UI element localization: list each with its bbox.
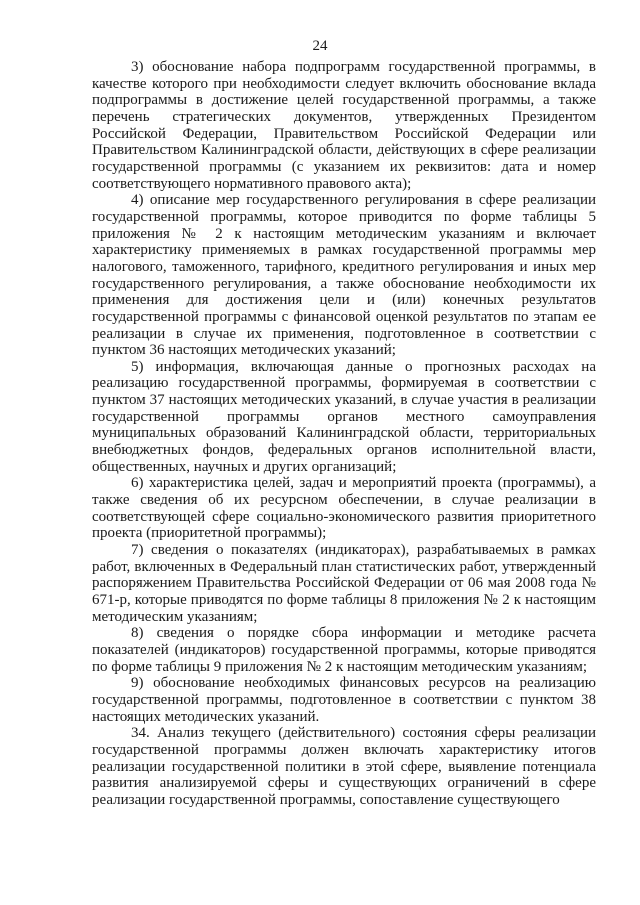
paragraph-item-6: 6) характеристика целей, задач и мероприятий проекта (программы), а также сведения об их ресурсном обеспечении, в случае реализации в соответствующей сфере социально-экономического развития приоритетного проекта (приоритетной программы); bbox=[92, 475, 596, 542]
paragraph-item-3: 3) обоснование набора подпрограмм государственной программы, в качестве которого при необходимости следует включить обоснование вклада подпрограммы в достижение целей государственной программы, а также перечень стратегических документов, утвержденных Президентом Российской Федерации, Правительством Российской Федерации или Правительством Калининградской области, действующих в сфере реализации государственной программы (с указанием их реквизитов: дата и номер соответствующего нормативного правового акта); bbox=[92, 59, 596, 192]
paragraph-section-34: 34. Анализ текущего (действительного) состояния сферы реализации государственной программы должен включать характеристику итогов реализации государственной политики в этой сфере, выявление потенциала развития анализируемой сферы и существующих ограничений в сфере реализации государственной программы, сопоставление существующего bbox=[92, 725, 596, 808]
paragraph-item-5: 5) информация, включающая данные о прогнозных расходах на реализацию государственной программы, формируемая в соответствии с пунктом 37 настоящих методических указаний, в случае участия в реализации государственной программы органов местного самоуправления муниципальных образований Калининградской области, территориальных внебюджетных фондов, федеральных органов исполнительной власти, общественных, научных и других организаций; bbox=[92, 358, 596, 475]
page-number: 24 bbox=[312, 38, 328, 54]
paragraph-item-8: 8) сведения о порядке сбора информации и методике расчета показателей (индикаторов) государственной программы, которые приводятся по форме таблицы 9 приложения № 2 к настоящим методическим указаниям; bbox=[92, 625, 596, 675]
paragraph-item-9: 9) обоснование необходимых финансовых ресурсов на реализацию государственной программы, подготовленное в соответствии с пунктом 38 настоящих методических указаний. bbox=[92, 675, 596, 725]
paragraph-item-7: 7) сведения о показателях (индикаторах), разрабатываемых в рамках работ, включенных в Федеральный план статистических работ, утвержденный распоряжением Правительства Российской Федерации от 06 мая 2008 года № 671-р, которые приводятся по форме таблицы 8 приложения № 2 к настоящим методическим указаниям; bbox=[92, 542, 596, 625]
document-body bbox=[92, 59, 596, 809]
paragraph-item-4: 4) описание мер государственного регулирования в сфере реализации государственной программы, которое приводится по форме таблицы 5 приложения № 2 к настоящим методическим указаниям и включает характеристику применяемых в рамках государственной программы мер налогового, таможенного, тарифного, кредитного регулирования и иных мер государственного регулирования, а также обоснование необходимости их применения для достижения цели и (или) конечных результатов государственной программы с финансовой оценкой результатов по этапам ее реализации в случае их применения, подготовленное в соответствии с пунктом 36 настоящих методических указаний; bbox=[92, 192, 596, 359]
